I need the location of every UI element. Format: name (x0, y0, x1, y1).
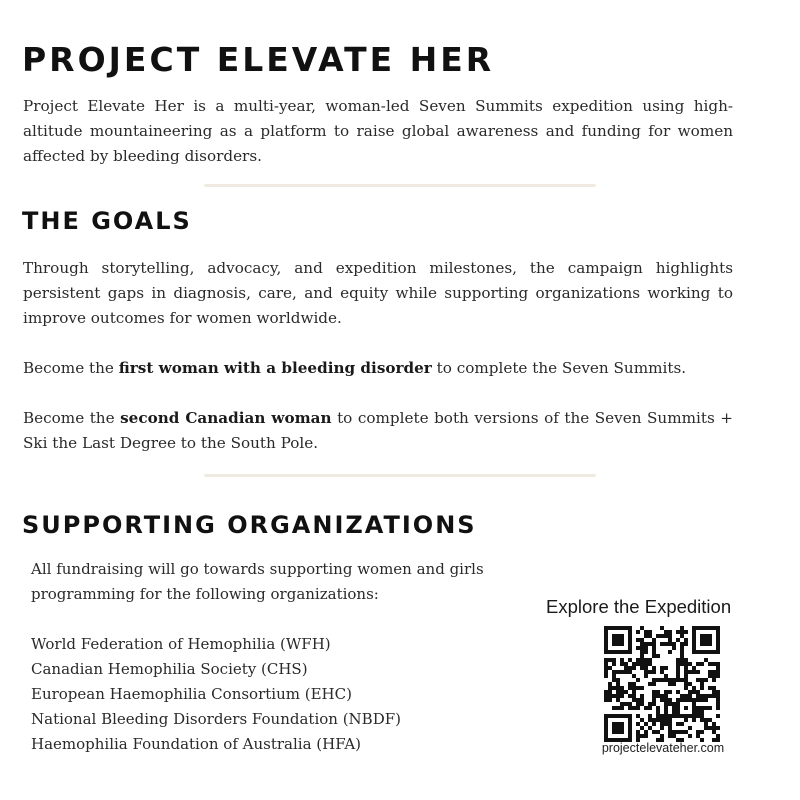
goal-second-prefix: Become the (23, 409, 121, 427)
intro-paragraph: Project Elevate Her is a multi-year, woman-led Seven Summits expedition using high-altitude mountaineering as a platform to raise global awareness and funding for women affected by bleeding disorders. (23, 97, 733, 165)
goal-first (23, 356, 733, 381)
goals-heading: THE GOALS (22, 207, 192, 235)
qr-code-icon[interactable] (604, 626, 720, 742)
supporting-organizations (31, 557, 551, 757)
goal-first-suffix: to complete the Seven Summits. (431, 359, 687, 377)
list-item: World Federation of Hemophilia (WFH) (31, 635, 331, 653)
list-item: Canadian Hemophilia Society (CHS) (31, 660, 308, 678)
goal-first-highlight: first woman with a bleeding disorder (118, 359, 432, 377)
goal-second-suffix: to complete both versions of the Seven Summits + Ski the Last Degree to the South Pole. (23, 409, 733, 452)
divider (204, 474, 596, 477)
qr-title: Explore the Expedition (546, 596, 732, 617)
list-item: National Bleeding Disorders Foundation (NBDF) (31, 710, 401, 728)
goal-second (23, 406, 733, 456)
list-item: Haemophilia Foundation of Australia (HFA) (31, 735, 361, 753)
goals-intro: Through storytelling, advocacy, and expedition milestones, the campaign highlights persistent gaps in diagnosis, care, and equity while supporting organizations working to improve outcomes for women worldwide. (23, 259, 733, 327)
supporting-intro: All fundraising will go towards supporting women and girls programming for the following organizations: (31, 560, 484, 603)
website-link[interactable]: projectelevateher.com (601, 741, 725, 755)
divider (204, 184, 596, 187)
list-item: European Haemophilia Consortium (EHC) (31, 685, 352, 703)
organization-list (31, 632, 551, 757)
supporting-heading: SUPPORTING ORGANIZATIONS (22, 511, 477, 539)
page-title: PROJECT ELEVATE HER (22, 40, 495, 79)
goal-first-prefix: Become the (23, 359, 119, 377)
goal-second-highlight: second Canadian woman (120, 409, 332, 427)
